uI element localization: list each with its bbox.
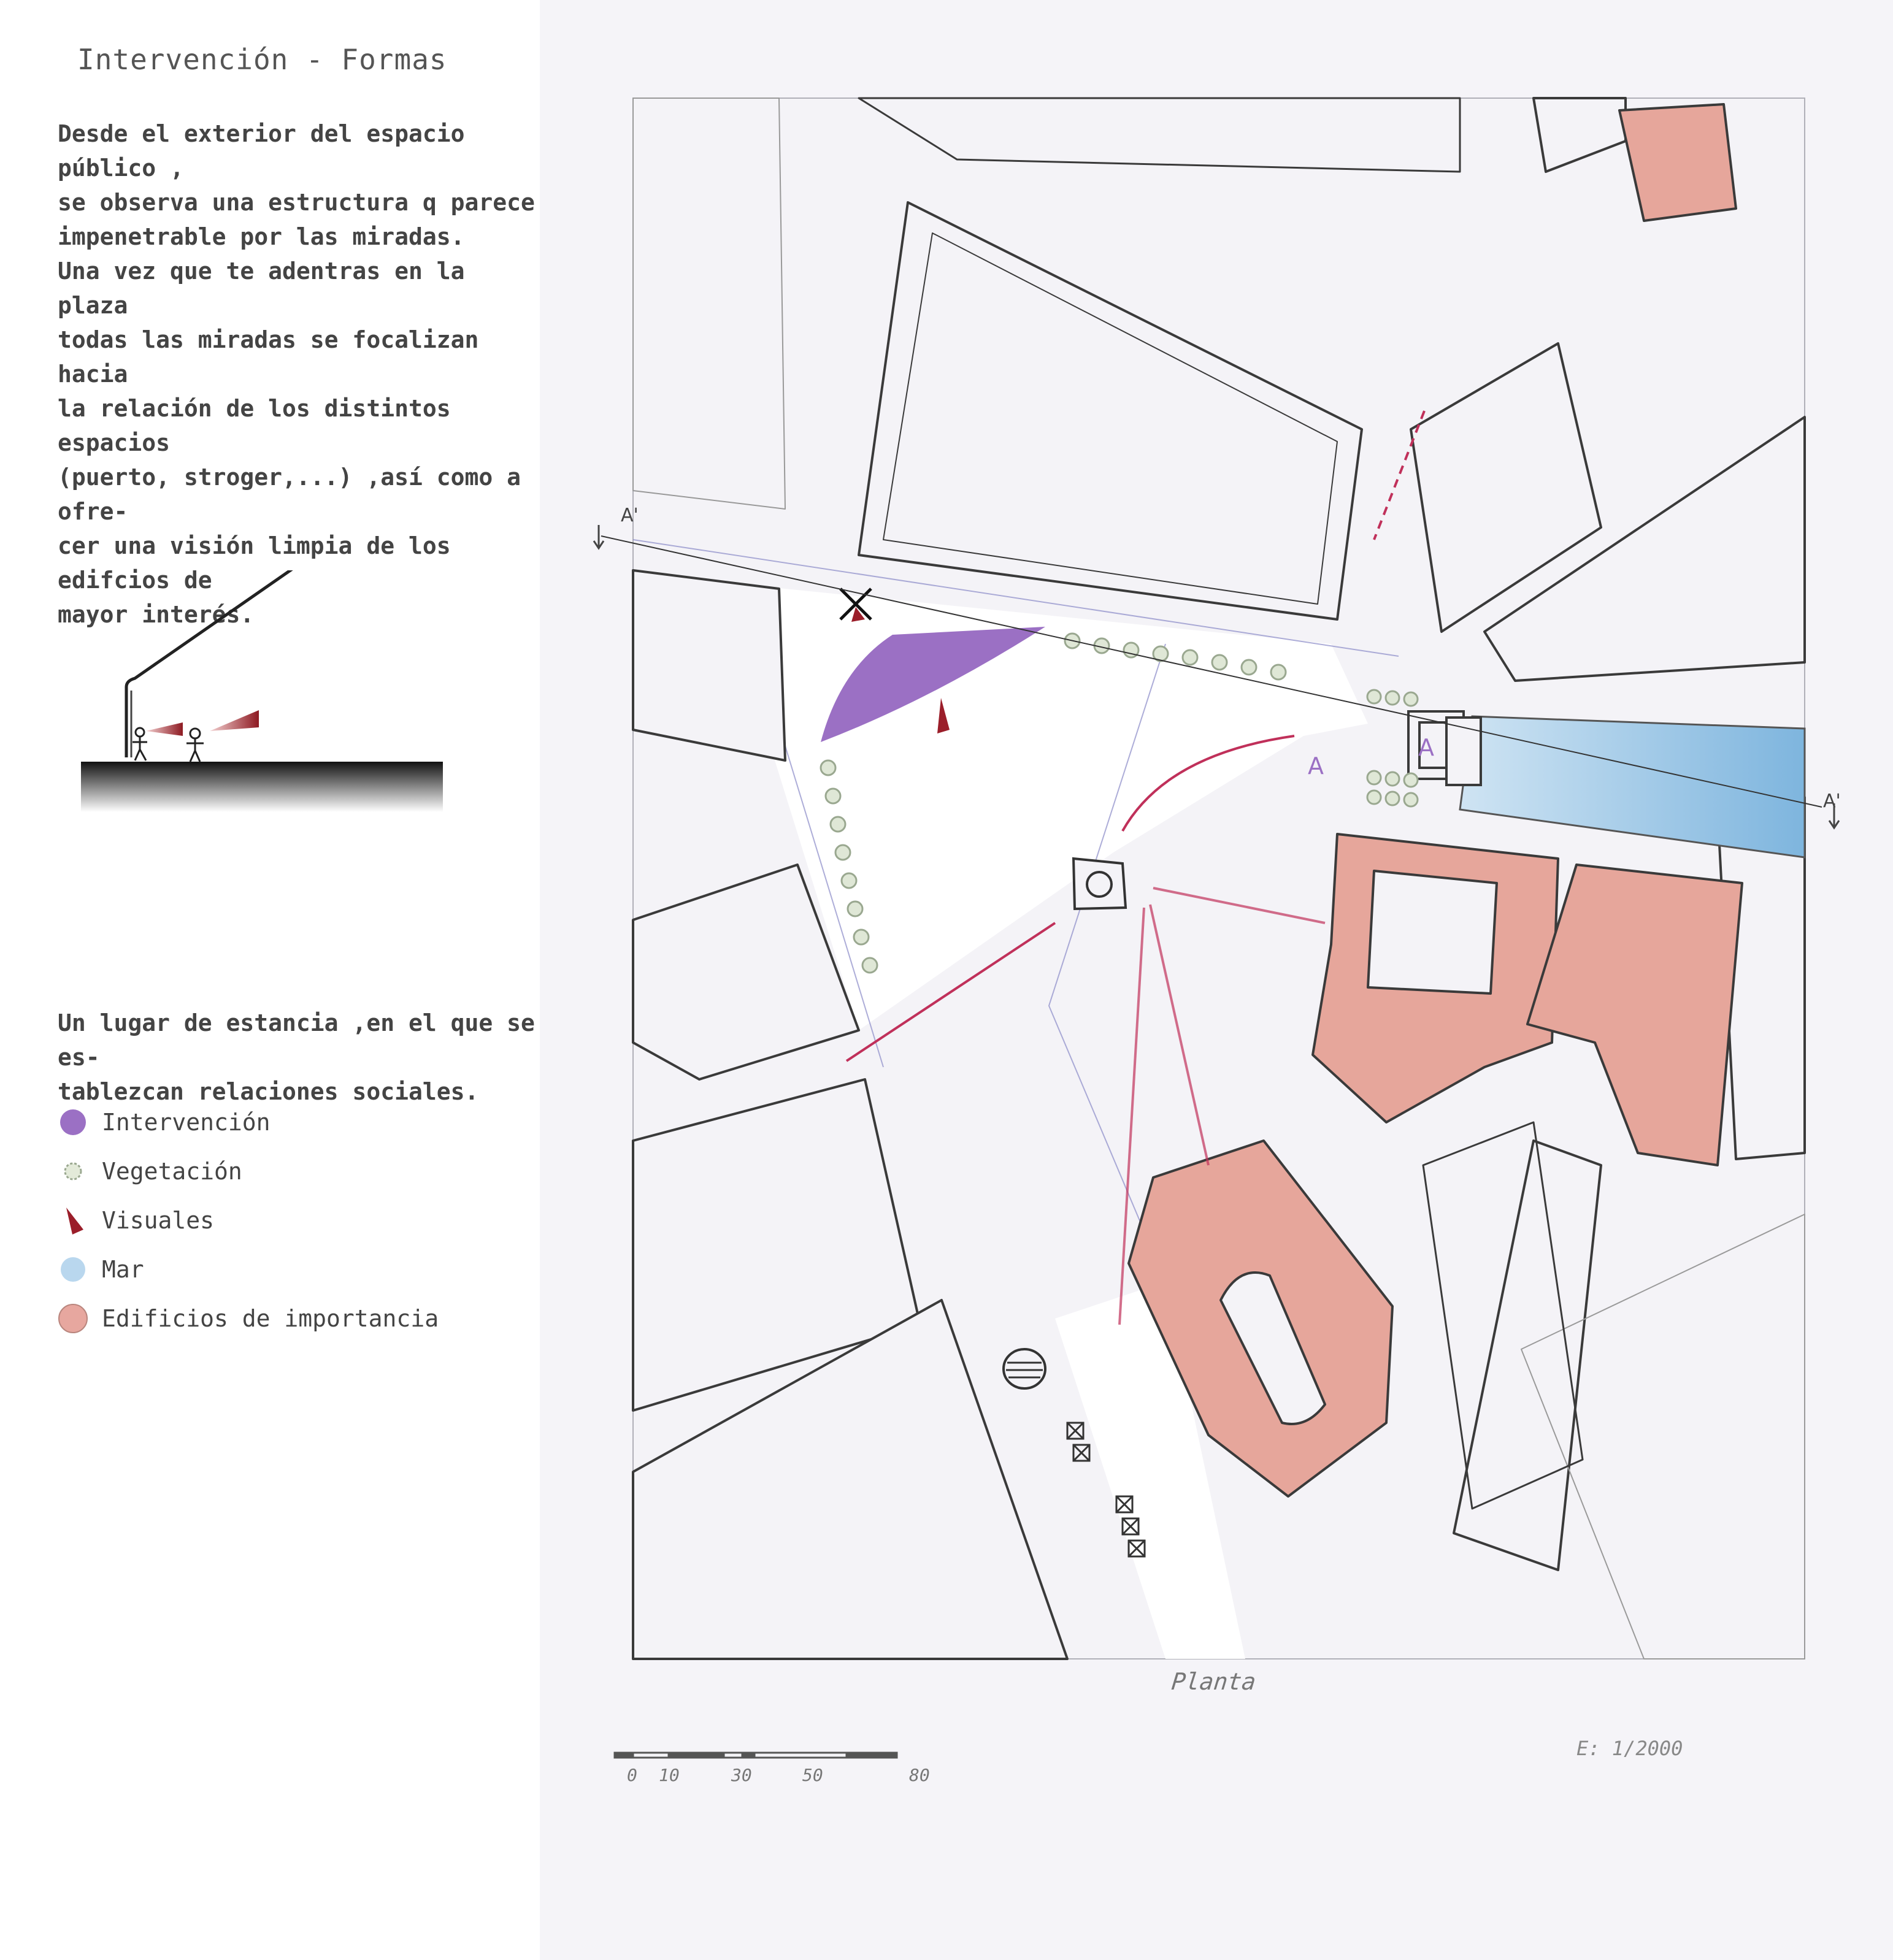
important-building (1368, 871, 1497, 993)
legend-item-sea (58, 1245, 439, 1294)
legend-label: Intervención (102, 1109, 271, 1136)
person-seated-figure (132, 728, 147, 760)
important-building-swatch-icon (59, 1304, 87, 1333)
scale-tick-label: 0 (627, 1765, 637, 1785)
scale-label: E: 1/2000 (1576, 1737, 1683, 1760)
tree-icon (1404, 692, 1418, 706)
visual-cone (146, 722, 183, 736)
legend-item-visuals (58, 1196, 439, 1245)
page-title: Intervención - Formas (77, 43, 447, 76)
tree-icon (831, 817, 845, 832)
legend-label: Vegetación (102, 1158, 242, 1185)
ground-section (81, 762, 443, 812)
section-mark-label: A' (1823, 791, 1841, 812)
tree-icon (1404, 773, 1418, 787)
scale-tick-label: 50 (802, 1765, 823, 1785)
tree-icon (842, 873, 856, 888)
scale-bar (615, 1753, 897, 1758)
tree-icon (1367, 791, 1381, 804)
section-sketch (74, 570, 466, 828)
intro-paragraph: Desde el exterior del espacio público , se observa una estructura q parece impenetrable por las miradas. Una vez que te adentras en la plaza todas las miradas se focalizan hacia la relación de los distintos espacios (puerto, stroger,...) ,así como a ofre- cer una visión limpia de los edifcios de mayor interés. (58, 120, 535, 628)
legend-item-intervention (58, 1098, 439, 1147)
person-standing-figure (186, 729, 204, 762)
scale-tick-label: 80 (909, 1765, 930, 1785)
text-panel (0, 0, 540, 1960)
tree-icon (1242, 660, 1256, 675)
canopy-structure (126, 570, 296, 757)
drawing-sheet (540, 0, 1893, 1960)
tree-icon (1386, 772, 1399, 786)
legend-label: Mar (102, 1256, 144, 1283)
tree-icon (1404, 793, 1418, 806)
legend-item-vegetation (58, 1147, 439, 1196)
site-plan (540, 0, 1893, 1960)
fountain (1004, 1349, 1045, 1388)
sea-swatch-icon (61, 1257, 85, 1282)
tree-icon (854, 930, 869, 944)
scale-tick-label: 10 (659, 1765, 680, 1785)
tree-icon (1386, 691, 1399, 705)
legend-item-important-buildings (58, 1294, 439, 1343)
section-mark-label: A' (621, 505, 639, 526)
tree-icon (821, 760, 835, 775)
tree-icon (862, 958, 877, 973)
tree-icon (835, 845, 850, 860)
legend-label: Visuales (102, 1207, 215, 1234)
visual-cone-icon (66, 1208, 83, 1235)
tree-icon (1212, 655, 1227, 670)
tree-icon (1271, 665, 1286, 679)
tree-icon (1367, 771, 1381, 784)
legend-label: Edificios de importancia (102, 1305, 439, 1332)
scale-tick-label: 30 (731, 1765, 752, 1785)
intervention-swatch-icon (60, 1109, 86, 1135)
legend (58, 1098, 439, 1343)
plan-label: Planta (1170, 1668, 1258, 1695)
social-paragraph: Un lugar de estancia ,en el que se es- tablezcan relaciones sociales. (58, 1009, 535, 1105)
point-label: A (1418, 734, 1434, 761)
tree-icon (826, 789, 840, 803)
point-label: A (1308, 752, 1324, 779)
tree-icon (1386, 792, 1399, 805)
visual-cone (210, 710, 259, 731)
tree-icon (848, 902, 862, 916)
tree-icon (65, 1163, 81, 1179)
monument (1073, 859, 1126, 909)
tree-icon (1183, 650, 1197, 665)
tree-icon (1367, 690, 1381, 703)
